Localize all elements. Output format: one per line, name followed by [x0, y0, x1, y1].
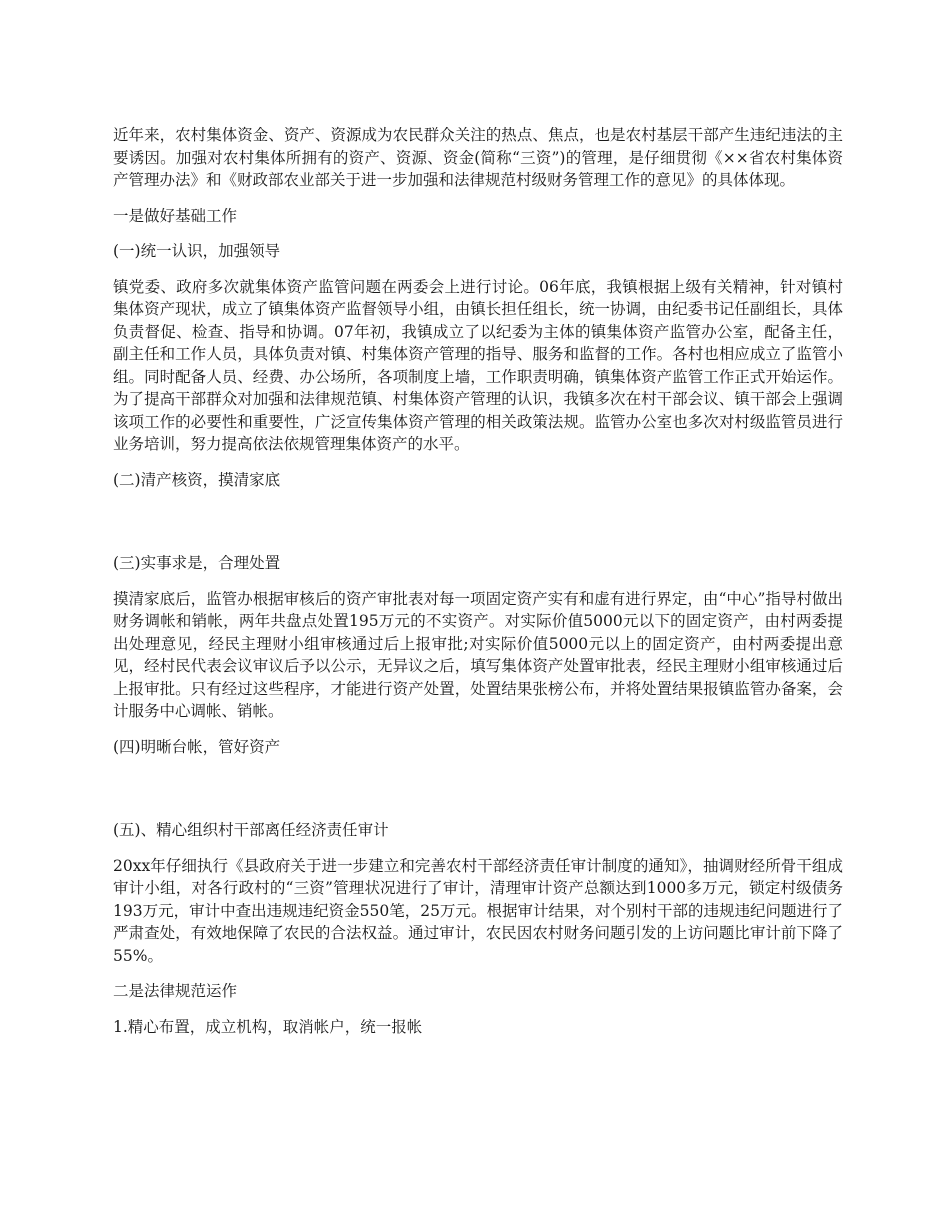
- subsection-heading-5: (五)、精心组织村干部离任经济责任审计: [113, 821, 389, 839]
- section-heading-2: 二是法律规范运作: [113, 982, 238, 1000]
- subsection-heading-2: (二)清产核资，摸清家底: [113, 470, 281, 489]
- leadership-paragraph: 镇党委、政府多次就集体资产监管问题在两委会上进行讨论。06年底，我镇根据上级有关精神，针对镇村集体资产现状，成立了镇集体资产监督领导小组，由镇长担任组长，统一协调，由纪委书记任副组长，具体负责督促、检查、指导和协调。07年初，我镇成立了以纪委为主体的镇集体资产监管办公室，配备主任，副主任和工作人员，具体负责对镇、村集体资产管理的指导、服务和监督的工作。各村也相应成立了监管小组。同时配备人员、经费、办公场所，各项制度上墙，工作职责明确，镇集体资产监管工作正式开始运作。为了提高干部群众对加强和法律规范镇、村集体资产管理的认识，我镇多次在村干部会议、镇干部会上强调该项工作的必要性和重要性，广泛宣传集体资产管理的相关政策法规。监管办公室也多次对村级监管员进行业务培训，努力提高依法依规管理集体资产的水平。: [113, 277, 843, 453]
- subsection-heading-1: (一)统一认识，加强领导: [113, 242, 281, 260]
- audit-paragraph: 20xx年仔细执行《县政府关于进一步建立和完善农村干部经济责任审计制度的通知》，抽调财经所骨干组成审计小组，对各行政村的“三资”管理状况进行了审计，清理审计资产总额达到1000多万元，锁定村级债务193万元，审计中查出违规违纪资金550笔，25万元。根据审计结果，对个别村干部的违规违纪问题进行了严肃查处，有效地保障了农民的合法权益。通过审计，农民因农村财务问题引发的上访问题比审计前下降了55%。: [113, 856, 843, 965]
- section-heading-1: 一是做好基础工作: [113, 206, 238, 225]
- blank-gap: [113, 504, 843, 552]
- subsection-heading-4: (四)明晰台帐，管好资产: [113, 737, 281, 756]
- blank-gap: [113, 771, 843, 819]
- subsection-heading-6: 1.精心布置，成立机构，取消帐户，统一报帐: [113, 1017, 423, 1036]
- subsection-heading-3: (三)实事求是，合理处置: [113, 554, 281, 572]
- document-body: [113, 124, 843, 1051]
- intro-paragraph: 近年来，农村集体资金、资产、资源成为农民群众关注的热点、焦点，也是农村基层干部产生违纪违法的主要诱因。加强对农村集体所拥有的资产、资源、资金(简称“三资”)的管理，是仔细贯彻《××省农村集体资产管理办法》和《财政部农业部关于进一步加强和法律规范村级财务管理工作的意见》的具体体现。: [113, 126, 843, 189]
- disposal-paragraph: 摸清家底后，监管办根据审核后的资产审批表对每一项固定资产实有和虚有进行界定，由“中心”指导村做出财务调帐和销帐，两年共盘点处置195万元的不实资产。对实际价值5000元以下的固定资产，由村两委提出处理意见，经民主理财小组审核通过后上报审批;对实际价值5000元以上的固定资产，由村两委提出意见，经村民代表会议审议后予以公示，无异议之后，填写集体资产处置审批表，经民主理财小组审核通过后上报审批。只有经过这些程序，才能进行资产处置，处置结果张榜公布，并将处置结果报镇监管办备案，会计服务中心调帐、销帐。: [113, 589, 843, 720]
